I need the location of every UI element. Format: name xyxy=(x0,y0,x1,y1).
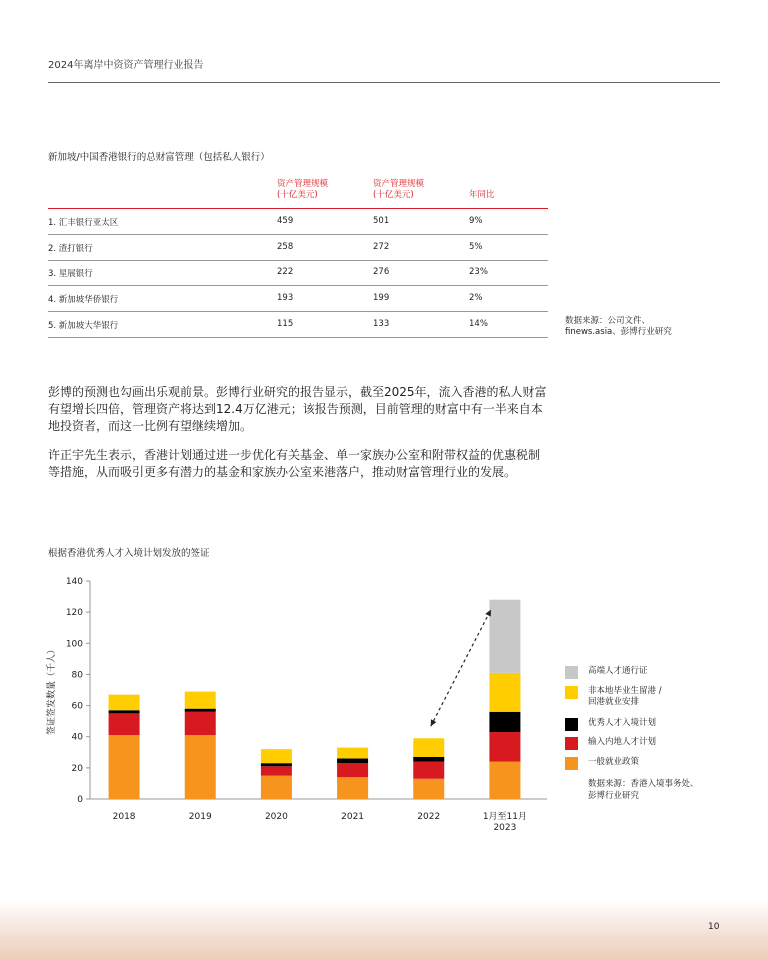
legend-label-line: 回港就业安排 xyxy=(588,697,640,707)
bar-segment xyxy=(109,710,140,713)
body-paragraph: 许正宇先生表示，香港计划通过进一步优化有关基金、单一家族办公室和附带权益的优惠税制等措施，从而吸引更多有潜力的基金和家族办公室来港落户，推动财富管理行业的发展。 xyxy=(48,448,541,479)
y-tick-label: 100 xyxy=(65,639,83,650)
bar-segment xyxy=(261,766,292,775)
x-tick-label: 2022 xyxy=(417,812,441,822)
legend-swatch xyxy=(565,737,578,750)
source-line: 数据来源：公司文件、 xyxy=(565,316,651,326)
column-header-label: 资产管理规模 xyxy=(277,179,329,189)
legend-swatch xyxy=(565,666,578,679)
column-header-unit: (十亿美元) xyxy=(373,190,414,200)
bar-segment xyxy=(413,762,444,779)
bar-segment xyxy=(413,738,444,757)
bar-segment xyxy=(413,779,444,799)
x-tick-label: 2019 xyxy=(188,812,212,822)
page-number: 10 xyxy=(708,922,720,932)
bank-name: 4. 新加坡华侨银行 xyxy=(48,295,119,305)
y-tick-label: 20 xyxy=(71,763,83,774)
y-tick-label: 60 xyxy=(71,701,83,712)
bar-segment xyxy=(261,763,292,766)
legend-label: 高端人才通行证 xyxy=(588,666,648,676)
bank-name: 2. 渣打银行 xyxy=(48,244,93,254)
bar-segment xyxy=(185,692,216,709)
aum-value-1: 222 xyxy=(277,267,294,277)
legend-swatch xyxy=(565,718,578,731)
chart-title: 根据香港优秀人才入境计划发放的签证 xyxy=(48,548,210,559)
aum-value-2: 501 xyxy=(373,216,390,226)
bar-segment xyxy=(337,759,368,764)
table-title: 新加坡/中国香港银行的总财富管理（包括私人银行） xyxy=(48,152,270,163)
bar-segment xyxy=(261,776,292,799)
y-tick-label: 140 xyxy=(65,577,83,587)
bar-segment xyxy=(185,712,216,735)
x-tick-label: 2018 xyxy=(112,812,136,822)
source-line: 彭博行业研究 xyxy=(588,791,640,801)
legend-swatch xyxy=(565,686,578,699)
report-title: 2024年离岸中资资产管理行业报告 xyxy=(48,60,204,71)
legend-label xyxy=(588,686,662,708)
y-tick-label: 80 xyxy=(71,670,83,681)
bar-segment xyxy=(337,763,368,777)
bar-segment xyxy=(185,709,216,712)
body-paragraph: 彭博的预测也勾画出乐观前景。彭博行业研究的报告显示，截至2025年，流入香港的私人财富有望增长四倍，管理资产将达到12.4万亿港元；该报告预测，目前管理的财富中有一半来自本地投资者，而这一比例有望继续增加。 xyxy=(48,385,547,433)
bank-name: 5. 新加坡大华银行 xyxy=(48,321,119,331)
aum-value-2: 133 xyxy=(373,319,390,329)
bar-segment xyxy=(337,748,368,759)
x-tick-label: 1月至11月 xyxy=(482,812,528,822)
bar-segment xyxy=(489,673,520,712)
yoy-value: 2% xyxy=(469,293,483,303)
source-line: finews.asia、彭博行业研究 xyxy=(565,327,672,337)
aum-value-2: 272 xyxy=(373,242,390,252)
x-tick-label: 2023 xyxy=(493,823,517,833)
bar-segment xyxy=(337,777,368,799)
legend-swatch xyxy=(565,757,578,770)
aum-value-1: 258 xyxy=(277,242,294,252)
bar-segment xyxy=(185,735,216,799)
bar-segment xyxy=(109,735,140,799)
bank-name: 3. 星展银行 xyxy=(48,269,93,279)
aum-value-1: 115 xyxy=(277,319,294,329)
y-tick-label: 0 xyxy=(77,795,83,805)
y-tick-label: 40 xyxy=(71,732,83,743)
footer-gradient xyxy=(0,900,768,960)
legend-label: 一般就业政策 xyxy=(588,757,640,767)
aum-value-2: 276 xyxy=(373,267,390,277)
legend-label: 优秀人才入境计划 xyxy=(588,718,657,728)
bar-segment xyxy=(413,757,444,762)
bar-segment xyxy=(489,712,520,732)
chart-source-note xyxy=(588,778,699,802)
legend-label-line: 非本地毕业生留港 / xyxy=(588,686,662,696)
yoy-value: 14% xyxy=(469,319,488,329)
aum-value-1: 193 xyxy=(277,293,294,303)
bank-name: 1. 汇丰银行亚太区 xyxy=(48,218,119,228)
bar-segment xyxy=(489,762,520,799)
yoy-value: 9% xyxy=(469,216,483,226)
yoy-value: 23% xyxy=(469,267,488,277)
bar-segment xyxy=(261,749,292,763)
bar-segment xyxy=(109,695,140,711)
y-axis-label: 签证签发数量（千人） xyxy=(47,644,57,736)
aum-value-1: 459 xyxy=(277,216,294,226)
bar-segment xyxy=(489,732,520,762)
source-line: 数据来源：香港入境事务处、 xyxy=(588,779,699,789)
column-header-unit: (十亿美元) xyxy=(277,190,318,200)
x-tick-label: 2020 xyxy=(264,812,288,822)
y-tick-label: 120 xyxy=(65,608,83,619)
aum-value-2: 199 xyxy=(373,293,390,303)
bar-segment xyxy=(109,713,140,735)
yoy-value: 5% xyxy=(469,242,483,252)
legend-label: 输入内地人才计划 xyxy=(588,737,657,747)
bar-segment xyxy=(489,600,520,673)
trend-arrow-head xyxy=(485,610,491,617)
column-header-label: 资产管理规模 xyxy=(373,179,425,189)
x-tick-label: 2021 xyxy=(341,812,365,822)
column-header-yoy: 年同比 xyxy=(469,190,495,200)
trend-arrow-line xyxy=(431,610,491,727)
